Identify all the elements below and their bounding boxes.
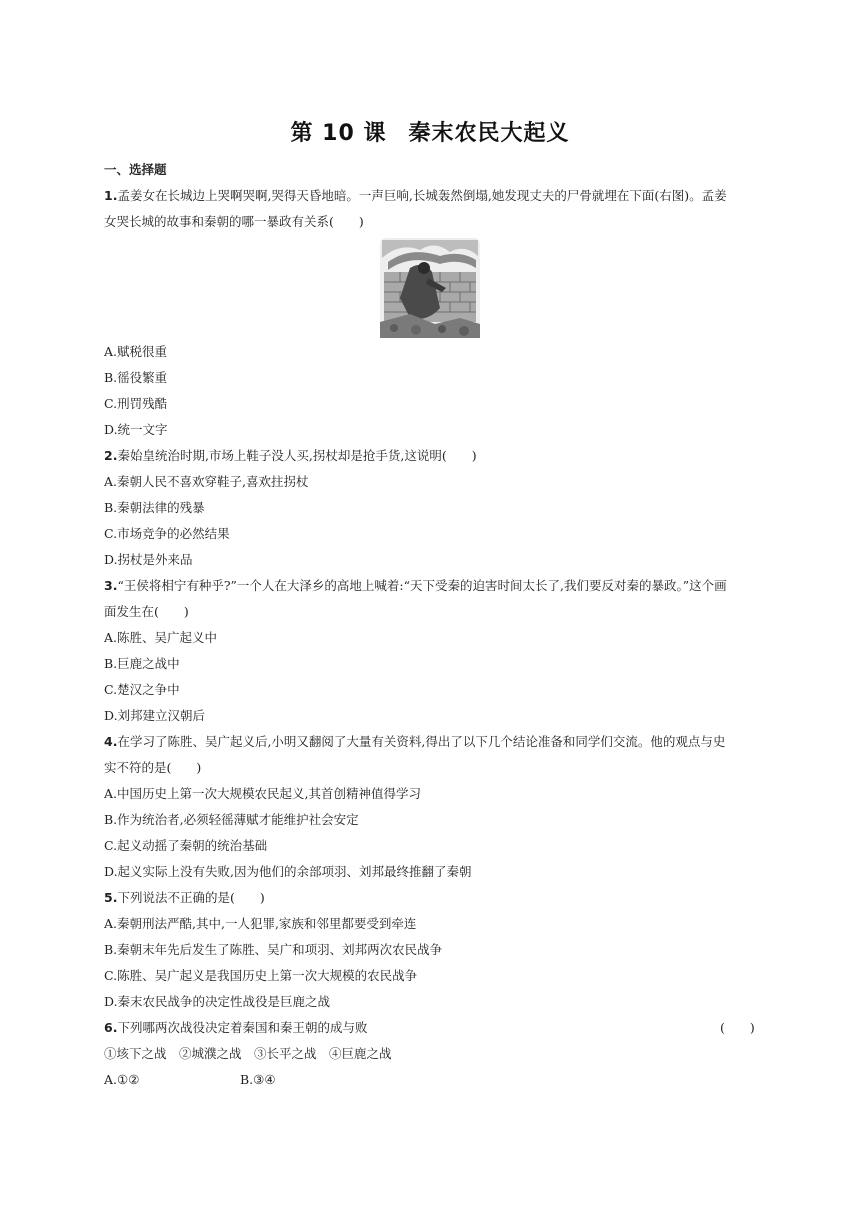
q4-option-a: A.中国历史上第一次大规模农民起义,其首创精神值得学习: [104, 786, 421, 801]
great-wall-illustration: [380, 238, 480, 338]
question-4-line-1: 4.在学习了陈胜、吴广起义后,小明又翻阅了大量有关资料,得出了以下几个结论准备和同学们交流。他的观点与史: [104, 734, 726, 749]
q4-option-c: C.起义动摇了秦朝的统治基础: [104, 838, 268, 853]
q6-option-a: A.①②: [104, 1072, 140, 1087]
q5-option-c: C.陈胜、吴广起义是我国历史上第一次大规模的农民战争: [104, 968, 418, 983]
q6-items: ①垓下之战 ②城濮之战 ③长平之战 ④巨鹿之战: [104, 1046, 392, 1061]
q1-option-c: C.刑罚残酷: [104, 396, 168, 411]
q3-option-a: A.陈胜、吴广起义中: [104, 630, 218, 645]
q5-option-a: A.秦朝刑法严酷,其中,一人犯罪,家族和邻里都要受到牵连: [104, 916, 417, 931]
q2-option-b: B.秦朝法律的残暴: [104, 500, 205, 515]
question-3-line-2: 面发生在( ): [104, 604, 189, 619]
question-number: 5: [104, 890, 113, 905]
q6-option-b: B.③④: [240, 1072, 276, 1087]
lesson-name: 秦末农民大起义: [408, 121, 570, 146]
question-number: 2: [104, 448, 113, 463]
question-number: 3: [104, 578, 113, 593]
q3-option-d: D.刘邦建立汉朝后: [104, 708, 206, 723]
q1-option-b: B.徭役繁重: [104, 370, 168, 385]
question-number: 6: [104, 1020, 113, 1035]
lesson-number: 第 10 课: [290, 121, 387, 146]
q3-option-c: C.楚汉之争中: [104, 682, 180, 697]
q5-option-d: D.秦末农民战争的决定性战役是巨鹿之战: [104, 994, 331, 1009]
q2-option-c: C.市场竞争的必然结果: [104, 526, 230, 541]
question-1-line-2: 女哭长城的故事和秦朝的哪一暴政有关系( ): [104, 214, 364, 229]
question-3-line-1: 3.“王侯将相宁有种乎?”一个人在大泽乡的高地上喊着:“天下受秦的迫害时间太长了,我们要反对秦的暴政。”这个画: [104, 578, 727, 593]
q4-option-b: B.作为统治者,必须轻徭薄赋才能维护社会安定: [104, 812, 359, 827]
question-6-line-1: 6.下列哪两次战役决定着秦国和秦王朝的成与败 ( ): [104, 1020, 755, 1035]
question-5-line-1: 5.下列说法不正确的是( ): [104, 890, 265, 905]
q3-option-b: B.巨鹿之战中: [104, 656, 180, 671]
section-heading: 一、选择题: [104, 162, 167, 177]
q1-option-a: A.赋税很重: [104, 344, 168, 359]
q4-option-d: D.起义实际上没有失败,因为他们的余部项羽、刘邦最终推翻了秦朝: [104, 864, 472, 879]
q2-option-d: D.拐杖是外来品: [104, 552, 193, 567]
question-number: 1: [104, 188, 113, 203]
question-number: 4: [104, 734, 113, 749]
q1-option-d: D.统一文字: [104, 422, 168, 437]
page-title: [0, 116, 860, 147]
question-4-line-2: 实不符的是( ): [104, 760, 202, 775]
q2-option-a: A.秦朝人民不喜欢穿鞋子,喜欢拄拐杖: [104, 474, 309, 489]
answer-paren: ( ): [720, 1020, 755, 1035]
question-1-line-1: 1.孟姜女在长城边上哭啊哭啊,哭得天昏地暗。一声巨响,长城轰然倒塌,她发现丈夫的尸骨就埋在下面(右图)。孟姜: [104, 188, 727, 203]
q5-option-b: B.秦朝末年先后发生了陈胜、吴广和项羽、刘邦两次农民战争: [104, 942, 443, 957]
question-2-line-1: 2.秦始皇统治时期,市场上鞋子没人买,拐杖却是抢手货,这说明( ): [104, 448, 477, 463]
